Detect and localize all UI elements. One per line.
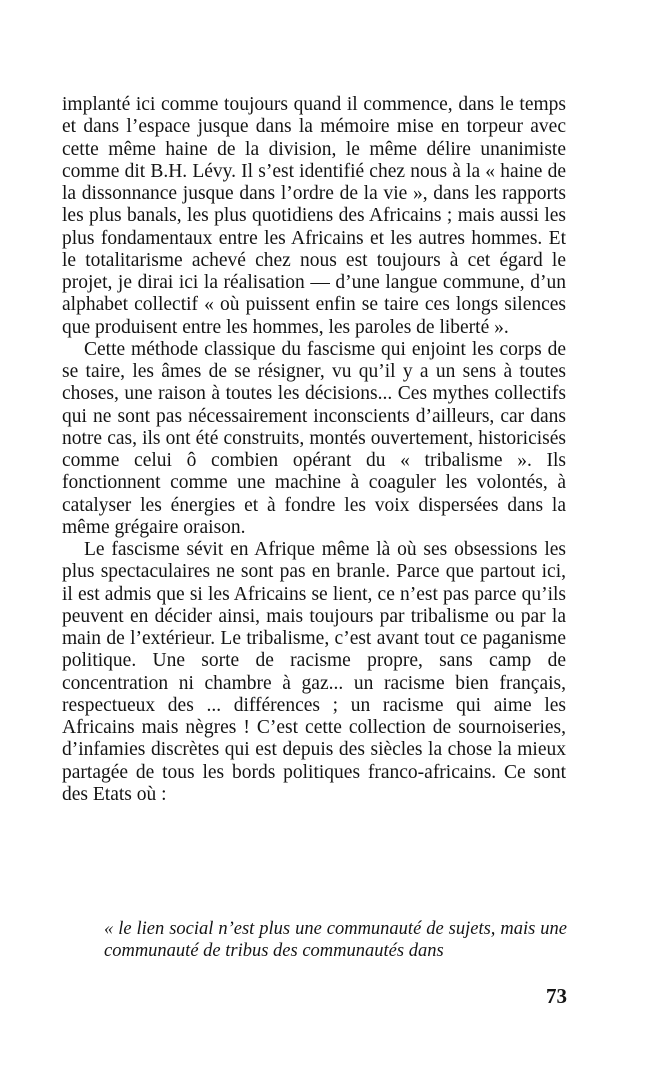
- paragraph-2: Cette méthode classique du fascisme qui enjoint les corps de se taire, les âmes de se résigner, vu qu’il y a un sens à toutes choses, une raison à toutes les décisions... Ces mythes collectifs qui ne sont pas nécessairement inconscients d’ailleurs, car dans notre cas, ils ont été construits, montés ouvertement, historicisés comme celui ô combien opérant du « tribalisme ». Ils fonctionnent comme une machine à coaguler les volontés, à catalyser les énergies et à fondre les voix dispersées dans la même grégaire oraison.: [62, 338, 566, 538]
- block-quote: « le lien social n’est plus une communauté de sujets, mais une communauté de tribus des communautés dans: [104, 919, 567, 961]
- paragraph-3: Le fascisme sévit en Afrique même là où ses obsessions les plus spectaculaires ne sont pas en branle. Parce que partout ici, il est admis que si les Africains se lient, ce n’est pas parce qu’ils peuvent en décider ainsi, mais toujours par tribalisme ou par la main de l’extérieur. Le tribalisme, c’est avant tout ce paganisme politique. Une sorte de racisme propre, sans camp de concentration ni chambre à gaz... un racisme bien français, respectueux des ... différences ; un racisme qui aime les Africains mais nègres ! C’est cette collection de sournoiseries, d’infamies discrètes qui est depuis des siècles la chose la mieux partagée de tous les bords politiques franco-africains. Ce sont des Etats où :: [62, 539, 566, 805]
- page-number: 73: [546, 984, 567, 1008]
- paragraph-1: implanté ici comme toujours quand il commence, dans le temps et dans l’espace jusque dans la mémoire mise en torpeur avec cette même haine de la division, le même délire unanimiste comme dit B.H. Lévy. Il s’est identifié chez nous à la « haine de la dissonnance jusque dans l’ordre de la vie », dans les rapports les plus banals, les plus quotidiens des Africains ; mais aussi les plus fondamentaux entre les Africains et les autres hommes. Et le totalitarisme achevé chez nous est toujours à cet égard le projet, je dirai ici la réalisation — d’une langue commune, d’un alphabet collectif « où puissent enfin se taire ces longs silences que produisent entre les hommes, les paroles de liberté ».: [62, 94, 566, 338]
- body-text: [62, 94, 566, 806]
